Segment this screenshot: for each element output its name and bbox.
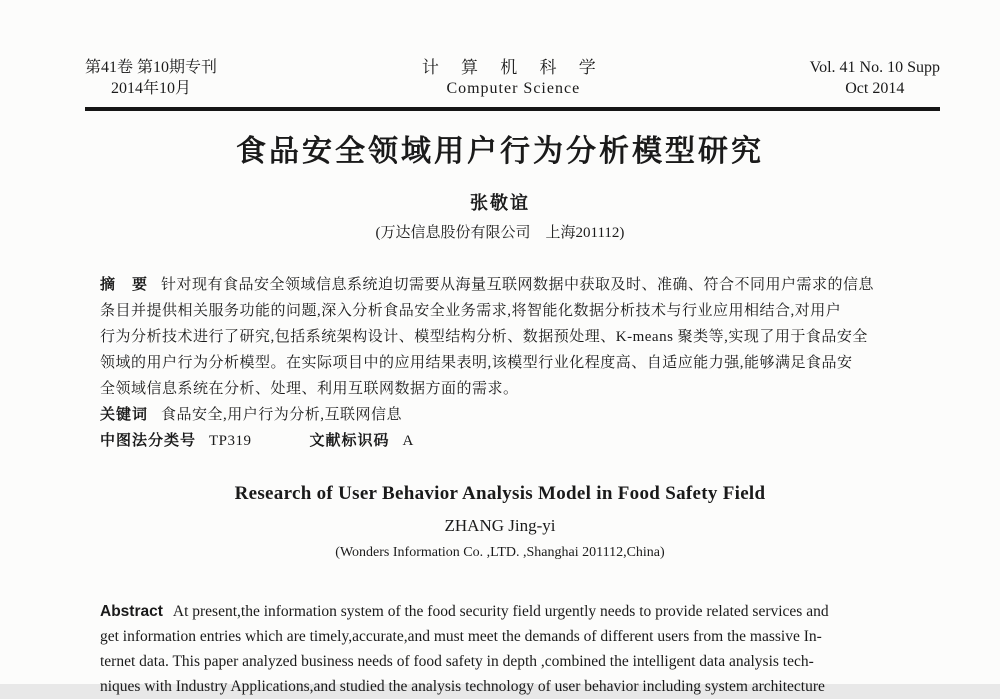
keywords-text: 食品安全,用户行为分析,互联网信息 — [161, 407, 403, 423]
clc-label: 中图法分类号 — [100, 432, 197, 449]
abstract-block-cn — [100, 272, 906, 454]
abstract-line — [100, 272, 906, 298]
keywords-row — [100, 402, 906, 428]
doc-code-value: A — [402, 433, 414, 449]
abstract-label-cn: 摘 要 — [100, 276, 149, 293]
abstract-text: At present,the information system of the food security field urgently needs to provide related services and — [172, 603, 829, 620]
volume-issue-en: Vol. 41 No. 10 Supp — [809, 59, 940, 76]
issue-date-en: Oct 2014 — [845, 80, 905, 97]
abstract-label-en: Abstract — [100, 603, 163, 620]
masthead-volume-issue-en — [810, 57, 940, 99]
issue-date-cn: 2014年10月 — [111, 80, 192, 97]
masthead-divider-rule — [85, 107, 940, 111]
abstract-line: 条目并提供相关服务功能的问题,深入分析食品安全业务需求,将智能化数据分析技术与行业应用相结合,对用户 — [100, 303, 842, 319]
classification-row — [100, 428, 906, 454]
abstract-text: 针对现有食品安全领域信息系统迫切需要从海量互联网数据中获取及时、准确、符合不同用户需求的信息 — [161, 277, 875, 293]
affiliation-cn: (万达信息股份有限公司 上海201112) — [375, 225, 625, 241]
masthead-volume-issue — [85, 57, 217, 99]
abstract-line: ternet data. This paper analyzed business needs of food safety in depth ,combined the intelligent data analysis tech- — [100, 653, 814, 670]
abstract-line — [100, 599, 906, 624]
journal-masthead — [85, 57, 940, 99]
affiliation-en: (Wonders Information Co. ,LTD. ,Shanghai 201112,China) — [335, 545, 665, 560]
abstract-line: niques with Industry Applications,and studied the analysis technology of user behavior including system architecture — [100, 678, 825, 695]
abstract-line: 领域的用户行为分析模型。在实际项目中的应用结果表明,该模型行业化程度高、自适应能力强,能够满足食品安 — [100, 355, 853, 371]
masthead-journal-name — [422, 57, 605, 99]
doc-code-label: 文献标识码 — [309, 432, 390, 449]
journal-name-en: Computer Science — [446, 80, 581, 97]
paper-title-cn: 食品安全领域用户行为分析模型研究 — [236, 135, 764, 168]
keywords-label-cn: 关键词 — [100, 406, 149, 423]
author-name-en: ZHANG Jing-yi — [444, 516, 556, 535]
abstract-line: get information entries which are timely,accurate,and must meet the demands of different users from the massive In- — [100, 628, 822, 645]
volume-issue-cn: 第41卷 第10期专刊 — [85, 59, 218, 76]
abstract-line: 行为分析技术进行了研究,包括系统架构设计、模型结构分析、数据预处理、K-means 聚类等,实现了用于食品安全 — [100, 329, 868, 345]
paper-title-en: Research of User Behavior Analysis Model in Food Safety Field — [234, 483, 766, 504]
abstract-block-en — [100, 599, 906, 699]
abstract-line: 全领域信息系统在分析、处理、利用互联网数据方面的需求。 — [100, 381, 519, 397]
clc-value: TP319 — [209, 433, 252, 449]
journal-name-cn: 计 算 机 科 学 — [421, 58, 605, 77]
author-name-cn: 张敬谊 — [470, 193, 530, 213]
